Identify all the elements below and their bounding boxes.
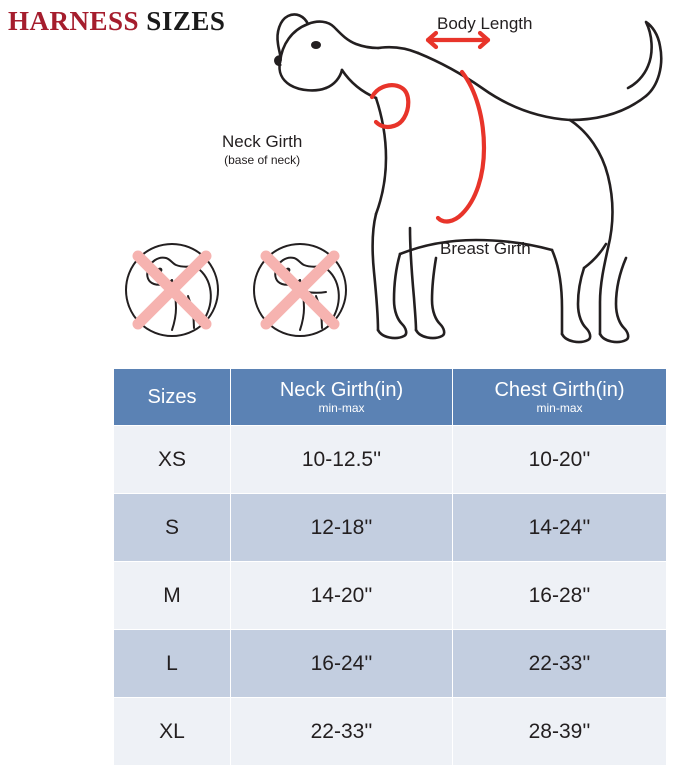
cell-chest: 14-24'': [453, 494, 667, 562]
cell-neck: 22-33'': [231, 698, 453, 766]
column-header-chest-girth: [453, 369, 667, 426]
page-title-word-sizes: SIZES: [146, 6, 226, 36]
label-neck-girth-main: Neck Girth: [222, 132, 303, 151]
breast-girth-measure-line: [438, 72, 484, 221]
cell-neck: 16-24'': [231, 630, 453, 698]
table-header-row: [114, 369, 667, 426]
column-header-neck-girth: [231, 369, 453, 426]
table-row: [114, 630, 667, 698]
cell-neck: 12-18'': [231, 494, 453, 562]
cell-size: M: [114, 562, 231, 630]
label-breast-girth: Breast Girth: [440, 239, 531, 258]
cell-chest: 22-33'': [453, 630, 667, 698]
cell-neck: 14-20'': [231, 562, 453, 630]
table-row: [114, 494, 667, 562]
column-header-sizes-main: Sizes: [147, 386, 197, 408]
incorrect-harness-icons: [118, 236, 358, 344]
cell-size: XL: [114, 698, 231, 766]
size-chart-table: [113, 368, 667, 766]
page-title-word-harness: HARNESS: [8, 6, 140, 36]
body-length-measure-line: [428, 33, 488, 47]
label-neck-girth: [222, 132, 302, 167]
incorrect-harness-position-2: [254, 244, 346, 336]
label-body-length: Body Length: [437, 14, 533, 33]
cell-chest: 16-28'': [453, 562, 667, 630]
column-header-neck-girth-main: Neck Girth(in): [279, 379, 404, 401]
column-header-chest-girth-main: Chest Girth(in): [494, 379, 625, 401]
cross-mark-icon: [138, 256, 206, 324]
cell-size: XS: [114, 426, 231, 494]
cross-mark-icon: [266, 256, 334, 324]
table-row: [114, 426, 667, 494]
cell-chest: 10-20'': [453, 426, 667, 494]
cell-size: S: [114, 494, 231, 562]
label-neck-girth-sub: (base of neck): [224, 153, 301, 167]
incorrect-harness-position-1: [126, 244, 218, 336]
cell-chest: 28-39'': [453, 698, 667, 766]
measurement-lines: [372, 33, 488, 221]
dog-measurement-diagram: [0, 0, 679, 360]
column-header-chest-girth-sub: min-max: [536, 401, 583, 415]
column-header-neck-girth-sub: min-max: [318, 401, 365, 415]
cell-size: L: [114, 630, 231, 698]
table-row: [114, 562, 667, 630]
table-row: [114, 698, 667, 766]
cell-neck: 10-12.5'': [231, 426, 453, 494]
column-header-sizes: [114, 369, 231, 426]
